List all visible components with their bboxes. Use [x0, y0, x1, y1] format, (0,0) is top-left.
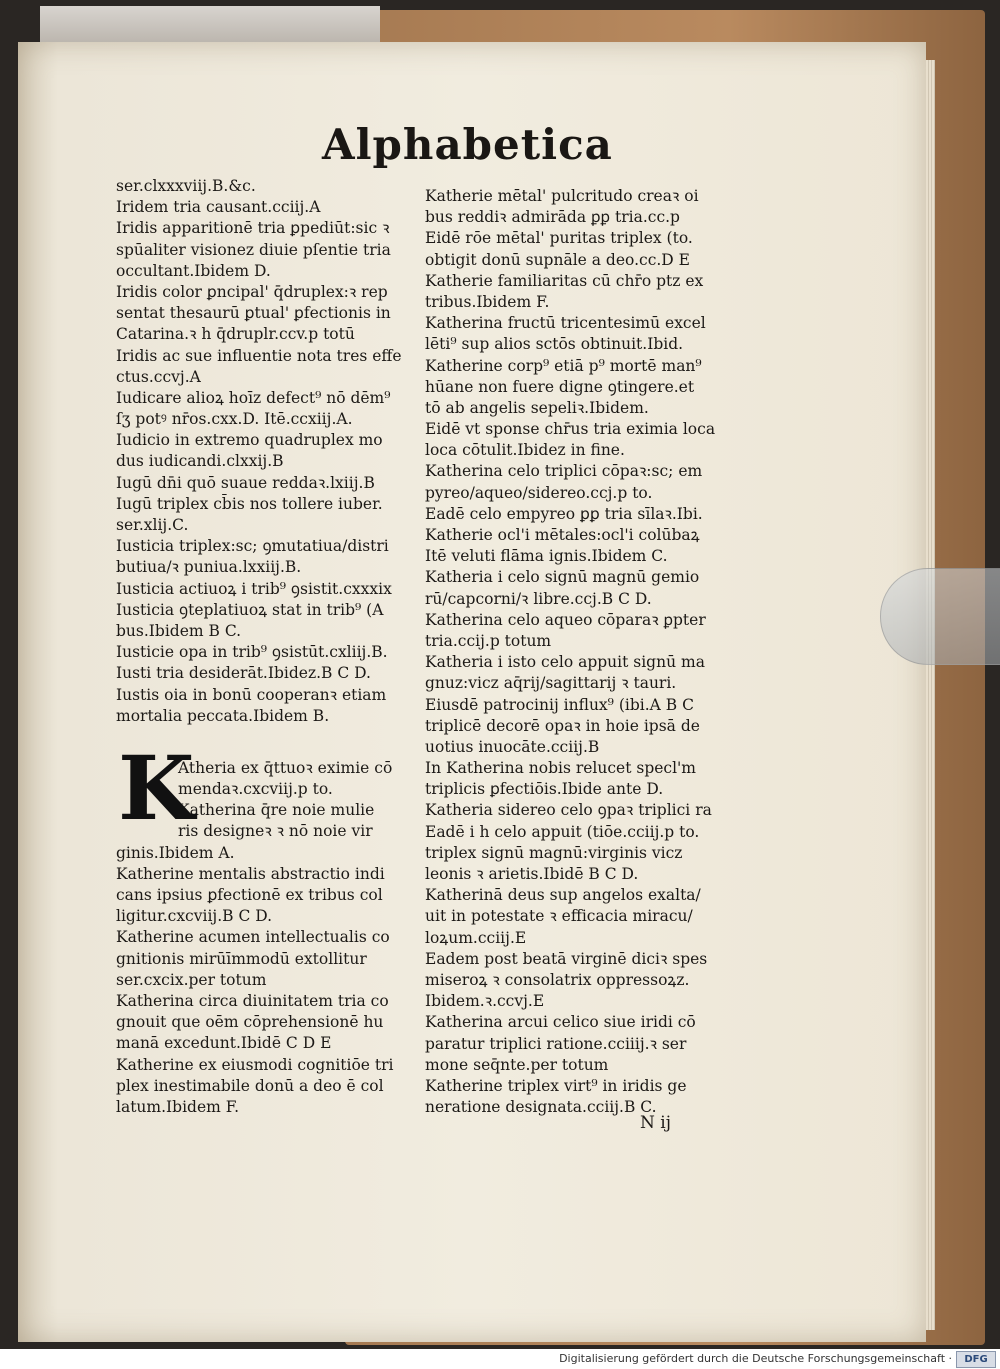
text-line: ris designeꝛ ꝛ nō noie vir	[178, 822, 373, 841]
text-line: leonis ꝛ arietis.Ibidē B C D.	[425, 865, 639, 883]
text-line: ctus.ccvj.A	[116, 367, 201, 386]
text-line: rū/capcorni/ꝛ libre.ccj.B C D.	[425, 589, 652, 608]
text-line: butiua/ꝛ puniua.lxxiij.B.	[116, 558, 302, 577]
text-line: Ibidem.ꝛ.ccvj.E	[425, 992, 545, 1011]
text-line: miseroꝝ ꝛ consolatrix oppressoꝝz.	[425, 970, 690, 989]
text-line: cans ipsius ꝑfectionē ex tribus col	[116, 886, 383, 904]
text-line: ser.xlij.C.	[116, 516, 189, 534]
text-line: Eadem post beatā virginē diciꝛ spes	[425, 949, 708, 968]
text-line: Katherina q̄re noie mulie	[178, 801, 375, 820]
text-line: Katherie ocl'i mētales:ocl'i colūbaꝝ	[425, 526, 700, 544]
text-line: Iusticia ꝯteplatiuoꝝ stat in trib⁹ (A	[116, 600, 384, 619]
text-line: Katherina celo aqueo cōparaꝛ ꝑpter	[425, 610, 706, 629]
text-line: spūaliter visionez diuie pſentie tria	[116, 240, 391, 259]
text-line: Itē veluti flāma ignis.Ibidem C.	[425, 547, 668, 566]
text-line: Eidē rōe mētal' puritas triplex (to.	[425, 229, 693, 248]
text-line: Iugū dn̄i quō suaue reddaꝛ.lxiij.B	[116, 473, 375, 492]
text-line: Iusticia triplex:sc; ꝯmutatiua/distri	[116, 537, 389, 556]
page-heading: Alphabetica	[322, 120, 613, 169]
text-line: loca cōtulit.Ibidez in fine.	[425, 441, 625, 460]
text-line: Iusticia actiuoꝝ i trib⁹ ꝯsistit.cxxxix	[116, 579, 392, 598]
text-line: ser.cxcix.per totum	[116, 970, 267, 989]
text-line: Katherina circa diuinitatem tria co	[116, 991, 389, 1010]
text-line: bus reddiꝛ admirāda ꝑꝑ tria.cc.p	[425, 208, 680, 227]
text-line: Katheria sidereo celo ꝯpaꝛ triplici ra	[425, 801, 712, 820]
text-line: Eadē celo empyreo ꝑꝑ tria sīlaꝛ.Ibi.	[425, 504, 703, 523]
transparent-clip	[880, 568, 1000, 665]
text-line: mortalia peccata.Ibidem B.	[116, 706, 330, 725]
text-line: uit in potestate ꝛ efficacia miracu/	[425, 907, 693, 926]
text-line: ligitur.cxcviij.B C D.	[116, 907, 273, 926]
decorated-initial: K	[118, 736, 195, 840]
text-line: Iusticie opa in trib⁹ ꝯsistūt.cxliij.B.	[116, 643, 388, 662]
text-line: Iudicio in extremo quadruplex mo	[116, 431, 383, 450]
text-line: loꝝum.cciij.E	[425, 928, 527, 947]
text-line: Eadē i h celo appuit (tiōe.cciij.p to.	[425, 822, 700, 841]
text-line: Katheria i celo signū magnū gemio	[425, 568, 700, 587]
text-line: tria.ccij.p totum	[425, 631, 552, 650]
text-line: Katherine acumen intellectualis co	[116, 928, 390, 947]
text-line: tō ab angelis sepeliꝛ.Ibidem.	[425, 398, 649, 417]
text-line: Atheria ex q̄ttuoꝛ eximie cō	[178, 758, 393, 777]
text-line: Katherina celo triplici cōpaꝛ:sc; em	[425, 462, 703, 481]
text-line: Katherinā deus sup angelos exalta/	[425, 886, 701, 905]
left-column	[116, 176, 416, 1118]
right-column	[425, 186, 755, 1118]
text-line: triplicē decorē opaꝛ in hoie ipsā de	[425, 716, 700, 735]
signature-mark: N ij	[640, 1113, 671, 1133]
text-line: ser.clxxxviij.B.&c.	[116, 177, 256, 195]
text-line: hūane non fuere digne ꝯtingere.et	[425, 377, 695, 396]
text-line: Katherine ex eiusmodi cognitiōe tri	[116, 1055, 394, 1074]
text-line: Iridis apparitionē tria ꝑpediūt:sic ꝛ	[116, 219, 390, 238]
text-line: Catarina.ꝛ h q̄druplr.ccv.p totū	[116, 325, 355, 344]
text-line: Iudicare alioꝝ hoīz defect⁹ nō dēm⁹	[116, 388, 391, 407]
text-line: tribus.Ibidem F.	[425, 292, 550, 311]
text-line: ſʒ potꝰ nr̄os.cxx.D. Itē.ccxiij.A.	[116, 410, 353, 429]
text-line: triplicis ꝑfectiōis.Ibide ante D.	[425, 780, 664, 799]
text-line: Katherine triplex virt⁹ in iridis ge	[425, 1076, 687, 1095]
text-line: sentat thesaurū ꝑtual' ꝑfectionis in	[116, 304, 391, 323]
text-line: manā excedunt.Ibidē C D E	[116, 1034, 332, 1053]
text-line: ginis.Ibidem A.	[116, 843, 235, 862]
text-line: Eidē vt sponse chr̄us tria eximia loca	[425, 420, 716, 439]
text-line: Katherie familiaritas cū chr̄o ptz ex	[425, 271, 704, 290]
text-line: latum.Ibidem F.	[116, 1097, 240, 1116]
text-line: Iusti tria desiderāt.Ibidez.B C D.	[116, 664, 371, 683]
text-line: gnouit que oēm cōprehensionē hu	[116, 1013, 384, 1032]
text-line: mone seq̄nte.per totum	[425, 1055, 609, 1074]
text-line: Eiusdē patrocinij influx⁹ (ibi.A B C	[425, 695, 694, 714]
text-line: Iugū triplex cb̄is nos tollere iuber.	[116, 494, 383, 513]
text-line: neratione designata.cciij.B C.	[425, 1098, 657, 1117]
text-line: dus iudicandi.clxxij.B	[116, 452, 284, 471]
text-line: Iridis color ꝑncipal' q̄druplex:ꝛ rep	[116, 282, 388, 301]
text-line: triplex signū magnū:virginis vicz	[425, 843, 683, 862]
text-line: bus.Ibidem B C.	[116, 621, 242, 640]
text-line: Katherina arcui celico siue iridi cō	[425, 1013, 696, 1032]
text-line: occultant.Ibidem D.	[116, 261, 271, 280]
text-line: Iridem tria causant.cciij.A	[116, 198, 321, 217]
dfg-logo: DFG	[956, 1351, 996, 1368]
text-line: Katherina fructū tricentesimū excel	[425, 314, 706, 333]
text-line: Katherie mētal' pulcritudo creaꝛ oi	[425, 187, 699, 205]
text-line: obtigit donū supnāle a deo.cc.D E	[425, 250, 690, 269]
text-line: plex inestimabile donū a deo ē col	[116, 1076, 384, 1095]
text-line: In Katherina nobis relucet specl'm	[425, 759, 697, 778]
text-line: Katheria i isto celo appuit signū ma	[425, 653, 705, 672]
text-line: Iridis ac sue influentie nota tres effe	[116, 346, 402, 365]
text-line: gnuz:vicz aq̄rij/sagittarij ꝛ tauri.	[425, 674, 677, 693]
footer-credit: Digitalisierung gefördert durch die Deutsche Forschungsgemeinschaft ·	[559, 1352, 952, 1365]
text-line: mendaꝛ.cxcviij.p to.	[178, 780, 333, 799]
text-line: gnitionis mirūīmmodū extollitur	[116, 949, 367, 968]
footer-bar	[0, 1349, 1000, 1369]
text-line: paratur triplici ratione.cciiij.ꝛ ser	[425, 1034, 687, 1053]
text-line: Iustis oia in bonū cooperanꝛ etiam	[116, 685, 387, 704]
text-line: uotius inuocāte.cciij.B	[425, 737, 600, 756]
text-line: Katherine mentalis abstractio indi	[116, 864, 385, 883]
text-line: lēti⁹ sup alios sctōs obtinuit.Ibid.	[425, 335, 684, 354]
binding-strip	[40, 6, 380, 46]
text-line: pyreo/aqueo/sidereo.ccj.p to.	[425, 483, 653, 502]
text-line: Katherine corp⁹ etiā p⁹ mortē man⁹	[425, 356, 702, 375]
